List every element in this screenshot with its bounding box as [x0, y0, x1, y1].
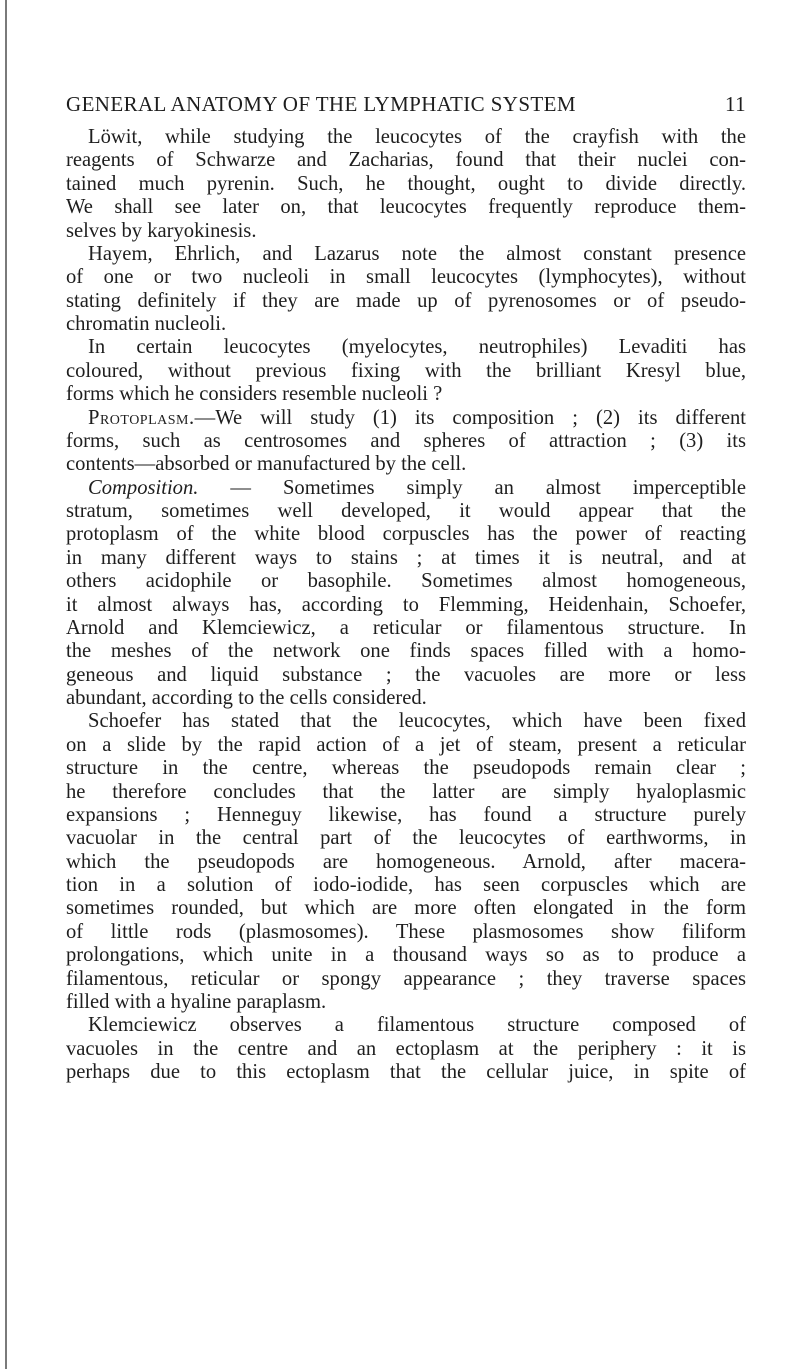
paragraph: [66, 126, 746, 243]
line-text: others acidophile or basophile. Sometimes almost homogeneous,: [66, 570, 746, 593]
text-line: [66, 804, 746, 827]
text-line: [66, 126, 746, 149]
line-text: which the pseudopods are homogeneous. Arnold, after macera-: [66, 850, 746, 873]
text-line: [66, 196, 746, 219]
book-page: [66, 92, 746, 1084]
paragraph: [66, 243, 746, 337]
line-text: forms, such as centrosomes and spheres of attraction ; (3) its: [66, 429, 746, 452]
text-line: [66, 500, 746, 523]
text-line: [66, 570, 746, 593]
text-line: [66, 897, 746, 920]
line-text: — Sometimes simply an almost imperceptible: [198, 476, 746, 499]
line-text: in many different ways to stains ; at times it is neutral, and at: [66, 546, 746, 569]
text-line: [66, 243, 746, 266]
text-line: [66, 1038, 746, 1061]
text-line: [66, 220, 746, 243]
line-text: vacuolar in the central part of the leucocytes of earthworms, in: [66, 827, 746, 850]
text-line: [66, 336, 746, 359]
line-text: forms which he considers resemble nucleoli ?: [66, 383, 443, 406]
text-line: [66, 594, 746, 617]
text-line: [66, 290, 746, 313]
paragraph: [66, 407, 746, 477]
line-text: —We will study (1) its composition ; (2) its different: [194, 406, 746, 429]
line-text: he therefore concludes that the latter are simply hyaloplasmic: [66, 780, 746, 803]
text-line: [66, 734, 746, 757]
text-line: [66, 781, 746, 804]
line-text: filled with a hyaline paraplasm.: [66, 990, 327, 1013]
subsection-heading: Composition.: [88, 476, 199, 499]
line-text: abundant, according to the cells considered.: [66, 687, 427, 709]
text-line: [66, 523, 746, 546]
line-text: coloured, without previous fixing with the brilliant Kresyl blue,: [66, 359, 746, 382]
line-text: We shall see later on, that leucocytes frequently reproduce them-: [66, 196, 746, 219]
paragraph: [66, 477, 746, 711]
line-text: prolongations, which unite in a thousand ways so as to produce a: [66, 944, 746, 967]
line-text: Hayem, Ehrlich, and Lazarus note the almost constant presence: [88, 242, 746, 265]
line-text: Klemciewicz observes a filamentous structure composed of: [88, 1014, 746, 1037]
line-text: the meshes of the network one finds spaces filled with a homo-: [66, 640, 746, 663]
line-text: Schoefer has stated that the leucocytes, which have been fixed: [88, 710, 746, 733]
text-line: [66, 921, 746, 944]
text-line: [66, 430, 746, 453]
line-text: on a slide by the rapid action of a jet of steam, present a reticular: [66, 733, 746, 756]
text-line: [66, 149, 746, 172]
line-text: selves by karyokinesis.: [66, 219, 257, 242]
text-line: [66, 1014, 746, 1037]
line-text: vacuoles in the centre and an ectoplasm at the periphery : it is: [66, 1037, 746, 1060]
line-text: reagents of Schwarze and Zacharias, found that their nuclei con-: [66, 149, 746, 172]
text-line: [66, 851, 746, 874]
text-line: [66, 687, 746, 710]
text-line: [66, 313, 746, 336]
line-text: perhaps due to this ectoplasm that the cellular juice, in spite of: [66, 1061, 746, 1083]
running-title: GENERAL ANATOMY OF THE LYMPHATIC SYSTEM: [66, 92, 576, 116]
section-heading: Protoplasm.: [88, 406, 195, 429]
text-line: [66, 664, 746, 687]
line-text: it almost always has, according to Flemming, Heidenhain, Schoefer,: [66, 593, 746, 616]
page-number: 11: [724, 92, 746, 116]
text-line: [66, 944, 746, 967]
line-text: of one or two nucleoli in small leucocytes (lymphocytes), without: [66, 266, 746, 289]
line-text: sometimes rounded, but which are more often elongated in the form: [66, 897, 746, 920]
running-header: [66, 92, 746, 126]
paragraph: [66, 1014, 746, 1084]
line-text: filamentous, reticular or spongy appearance ; they traverse spaces: [66, 967, 746, 990]
line-text: Arnold and Klemciewicz, a reticular or filamentous structure. In: [66, 616, 746, 639]
line-text: tion in a solution of iodo-iodide, has seen corpuscles which are: [66, 874, 746, 896]
line-text: stratum, sometimes well developed, it would appear that the: [66, 500, 746, 522]
line-text: geneous and liquid substance ; the vacuoles are more or less: [66, 663, 746, 686]
text-line: [66, 757, 746, 780]
text-line: [66, 827, 746, 850]
text-line: [66, 266, 746, 289]
text-line: [66, 407, 746, 430]
text-line: [66, 1061, 746, 1084]
text-line: [66, 617, 746, 640]
text-line: [66, 968, 746, 991]
text-line: [66, 991, 746, 1014]
text-line: [66, 173, 746, 196]
line-text: chromatin nucleoli.: [66, 313, 227, 335]
line-text: In certain leucocytes (myelocytes, neutrophiles) Levaditi has: [88, 336, 746, 359]
line-text: of little rods (plasmosomes). These plasmosomes show filiform: [66, 920, 746, 943]
line-text: tained much pyrenin. Such, he thought, ought to divide directly.: [66, 172, 746, 195]
line-text: Löwit, while studying the leucocytes of the crayfish with the: [88, 126, 746, 148]
text-line: [66, 477, 746, 500]
text-line: [66, 640, 746, 663]
line-text: structure in the centre, whereas the pseudopods remain clear ;: [66, 757, 746, 780]
paragraph: [66, 710, 746, 1014]
text-line: [66, 547, 746, 570]
body-text: [66, 126, 746, 1084]
text-line: [66, 874, 746, 897]
text-line: [66, 710, 746, 733]
page-edge-line: [5, 0, 7, 1369]
text-line: [66, 383, 746, 406]
line-text: stating definitely if they are made up of pyrenosomes or of pseudo-: [66, 289, 746, 312]
text-line: [66, 453, 746, 476]
line-text: expansions ; Henneguy likewise, has found a structure purely: [66, 803, 746, 826]
paragraph: [66, 336, 746, 406]
line-text: protoplasm of the white blood corpuscles has the power of reacting: [66, 523, 746, 546]
line-text: contents—absorbed or manufactured by the cell.: [66, 453, 467, 476]
text-line: [66, 360, 746, 383]
